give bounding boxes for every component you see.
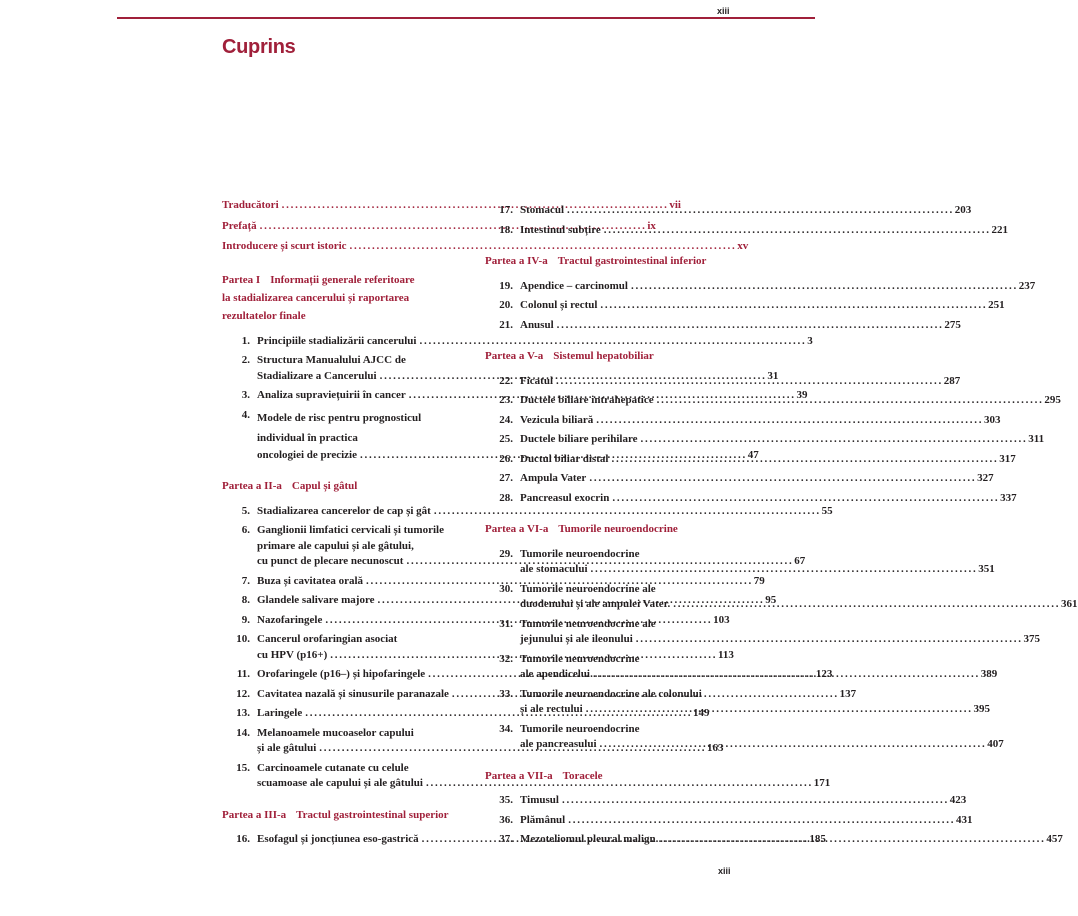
- part-prefix: Partea a IV-a: [485, 255, 548, 267]
- chapter-title-line[interactable]: [520, 562, 995, 578]
- chapter-title-line: Tumorile neuroendocrine ale: [520, 582, 656, 595]
- chapter-title-line: primare ale capului și ale gâtului,: [257, 539, 414, 552]
- chapter-title: [520, 432, 1044, 448]
- toc-entry-label: Ampula Vater: [520, 472, 587, 484]
- chapter-number: 30.: [499, 582, 513, 595]
- chapter-title-line[interactable]: [520, 702, 990, 718]
- toc-page-number: 311: [1028, 433, 1045, 445]
- toc-chapter-entry[interactable]: [485, 223, 1009, 239]
- toc-page-number: 31: [767, 369, 779, 382]
- chapter-number: 10.: [236, 633, 250, 645]
- toc-chapter-entry[interactable]: [485, 471, 994, 487]
- chapter-title-line[interactable]: [520, 452, 1016, 468]
- chapter-title-line[interactable]: [520, 632, 1040, 648]
- chapter-title-line: Modele de risc pentru prognosticul: [257, 411, 422, 424]
- toc-page-number: xv: [737, 240, 749, 252]
- toc-entry-label: Glandele salivare majore: [257, 594, 375, 606]
- chapter-number: 21.: [499, 318, 513, 331]
- toc-entry-label: duodenului și ale ampulei Vater.: [520, 598, 671, 610]
- toc-page-number: 113: [717, 648, 734, 661]
- toc-page-number: 317: [999, 452, 1016, 465]
- part-name: rezultatelor finale: [222, 309, 306, 322]
- dot-leader: [659, 832, 1044, 848]
- toc-page-number: 395: [973, 703, 990, 715]
- toc-entry-label: Laringele: [257, 707, 303, 719]
- part-heading: [485, 522, 721, 538]
- chapter-title-line: Ganglionii limfatici cervicali și tumorile: [257, 524, 444, 536]
- toc-chapter-entry[interactable]: [485, 793, 967, 809]
- toc-entry-label: Ductele biliare intrahepatice: [520, 394, 654, 406]
- chapter-title-line[interactable]: [520, 667, 997, 683]
- toc-entry-label: și ale gâtului: [257, 742, 317, 754]
- toc-chapter-entry[interactable]: [222, 334, 813, 350]
- chapter-number: 22.: [499, 374, 513, 387]
- toc-page-number: ix: [647, 219, 656, 232]
- dot-leader: [556, 374, 941, 390]
- chapter-number: 23.: [499, 394, 513, 406]
- toc-entry-label: Traducători: [222, 199, 279, 211]
- part-prefix: Partea a III-a: [222, 808, 287, 821]
- part-prefix: Partea a VII-a: [485, 769, 553, 782]
- toc-entry-label: Orofaringele (p16–) și hipofaringele: [257, 668, 426, 680]
- toc-entry-label: Esofagul și joncțiunea eso-gastrică: [257, 833, 419, 845]
- part-heading: [222, 808, 460, 824]
- toc-chapter-entry[interactable]: [485, 722, 1004, 753]
- part-heading: [485, 769, 721, 785]
- chapter-title-line[interactable]: [520, 374, 960, 390]
- toc-page-number: 149: [692, 707, 710, 719]
- chapter-title: [520, 547, 995, 578]
- toc-chapter-entry[interactable]: [485, 298, 1005, 314]
- page-number-top: xiii: [717, 6, 730, 16]
- toc-chapter-entry[interactable]: [485, 432, 1045, 448]
- chapter-title-line: Carcinoamele cutanate cu celule: [257, 761, 409, 774]
- dot-leader: [562, 793, 947, 809]
- toc-entry-label: Colonul și rectul: [520, 299, 598, 311]
- chapter-number: 32.: [499, 652, 513, 665]
- toc-page-number: 137: [839, 687, 857, 700]
- chapter-title-line[interactable]: [520, 393, 1061, 409]
- toc-entry-label: oncologiei de precizie: [257, 448, 357, 461]
- toc-entry-label: ale stomacului: [520, 563, 588, 575]
- part-name: la stadializarea cancerului și raportarea: [222, 291, 410, 304]
- dot-leader: [593, 667, 978, 683]
- chapter-number: 27.: [499, 472, 513, 484]
- toc-page-number: 287: [943, 374, 961, 387]
- chapter-title: [520, 223, 1008, 239]
- dot-leader: [600, 737, 985, 753]
- chapter-number: 26.: [499, 452, 513, 465]
- chapter-number: 8.: [241, 594, 250, 606]
- toc-front-entry[interactable]: [222, 239, 749, 255]
- chapter-title-line[interactable]: [520, 413, 1000, 429]
- part-name: Tractul gastrointestinal superior: [296, 808, 449, 821]
- chapter-title: [520, 722, 1004, 753]
- chapter-title-line[interactable]: [520, 597, 1078, 613]
- toc-page-number: vii: [669, 199, 681, 211]
- toc-page-number: 123: [815, 668, 833, 680]
- toc-entry-label: Stomacul: [520, 204, 564, 216]
- part-heading-line: [222, 307, 460, 325]
- part-prefix: Partea a V-a: [485, 350, 544, 362]
- chapter-title: [520, 652, 997, 683]
- chapter-title: [520, 582, 1078, 613]
- toc-entry-label: Anusul: [520, 318, 554, 331]
- chapter-title-line: Cancerul orofaringian asociat: [257, 633, 398, 645]
- part-prefix: Partea a VI-a: [485, 523, 549, 535]
- toc-page-number: 251: [988, 299, 1005, 311]
- chapter-number: 16.: [236, 833, 250, 845]
- toc-page-number: 185: [809, 833, 826, 845]
- toc-page-number: 3: [807, 334, 813, 347]
- chapter-number: 14.: [236, 726, 250, 739]
- chapter-title: [520, 471, 994, 487]
- chapter-title-line[interactable]: [520, 203, 971, 219]
- dot-leader: [596, 413, 981, 429]
- chapter-number: 9.: [241, 613, 250, 626]
- chapter-title: [520, 793, 966, 809]
- chapter-number: 11.: [236, 668, 250, 680]
- toc-page-number: 303: [983, 413, 1001, 426]
- dot-leader: [641, 432, 1026, 448]
- chapter-number: 18.: [499, 223, 513, 236]
- chapter-number: 15.: [236, 761, 250, 774]
- chapter-number: 17.: [499, 204, 513, 216]
- chapter-title-line[interactable]: [520, 471, 994, 487]
- chapter-number: 3.: [241, 389, 250, 401]
- part-name: Toracele: [562, 769, 603, 782]
- chapter-title-line[interactable]: [520, 318, 961, 334]
- toc-page-number: 203: [954, 204, 972, 216]
- part-prefix: Partea a II-a: [222, 480, 282, 492]
- toc-entry-label: scuamoase ale capului și ale gâtului: [257, 777, 423, 789]
- dot-leader: [568, 813, 953, 829]
- part-heading: [222, 271, 460, 325]
- toc-entry-label: Mezoteliomul pleural malign: [520, 833, 656, 845]
- part-name: Capul și gâtul: [291, 480, 358, 492]
- toc-chapter-entry[interactable]: [485, 813, 973, 829]
- chapter-number: 4.: [241, 408, 250, 421]
- toc-entry-label: Ductele biliare perihilare: [520, 433, 638, 445]
- dot-leader: [631, 279, 1016, 295]
- toc-entry-label: cu HPV (p16+): [257, 648, 328, 661]
- dot-leader: [636, 632, 1021, 648]
- part-heading: [485, 254, 721, 270]
- toc-entry-label: cu punct de plecare necunoscut: [257, 555, 404, 567]
- toc-entry-label: Apendice – carcinomul: [520, 279, 628, 292]
- dot-leader: [673, 597, 1058, 613]
- chapter-title-line: Tumorile neuroendocrine ale colonului: [520, 687, 702, 700]
- toc-page-number: 375: [1023, 633, 1041, 645]
- chapter-number: 13.: [236, 707, 250, 719]
- toc-page-number: 327: [977, 472, 994, 484]
- toc-entry-label: Plămânul: [520, 813, 566, 826]
- chapter-number: 37.: [499, 833, 513, 845]
- toc-page-number: 39: [796, 389, 808, 401]
- dot-leader: [567, 203, 952, 219]
- chapter-title-line: Tumorile neuroendocrine: [520, 547, 640, 560]
- toc-page-number: 351: [978, 563, 995, 575]
- chapter-title-line[interactable]: [520, 223, 1008, 239]
- part-name: Sistemul hepatobiliar: [553, 350, 654, 362]
- chapter-title: [520, 203, 971, 219]
- chapter-title-line: Tumorile neuroendocrine: [520, 722, 640, 735]
- chapter-number: 35.: [499, 794, 513, 806]
- chapter-number: 34.: [499, 722, 513, 735]
- part-name: Tumorile neuroendocrine: [558, 523, 678, 535]
- chapter-title-line[interactable]: [520, 813, 972, 829]
- toc-page-number: 79: [753, 574, 765, 587]
- page-number-bottom: xiii: [718, 866, 731, 876]
- chapter-title: [520, 832, 1063, 848]
- toc-page-number: 423: [949, 794, 967, 806]
- dot-leader: [589, 471, 974, 487]
- toc-entry-label: ale apendicelui: [520, 668, 590, 680]
- toc-page-number: 67: [794, 555, 806, 567]
- toc-entry-label: Ficatul: [520, 374, 553, 387]
- toc-page-number: 361: [1061, 598, 1078, 610]
- toc-entry-label: Ductul biliar distal: [520, 452, 609, 465]
- part-heading: [485, 349, 721, 365]
- toc-page-number: 47: [747, 448, 759, 461]
- part-prefix: Partea I: [222, 273, 261, 286]
- toc-entry-label: Vezicula biliară: [520, 413, 594, 426]
- chapter-title: [520, 617, 1040, 648]
- toc-entry-label: ale pancreasului: [520, 738, 597, 750]
- toc-page-number: 163: [707, 742, 724, 754]
- chapter-number: 5.: [241, 504, 250, 517]
- dot-leader: [604, 223, 989, 239]
- chapter-title-line[interactable]: [520, 832, 1063, 848]
- toc-entry-label: Cavitatea nazală și sinusurile paranazale: [257, 687, 449, 700]
- chapter-title: [520, 393, 1061, 409]
- chapter-title: [520, 374, 960, 390]
- toc-chapter-entry[interactable]: [485, 318, 961, 334]
- dot-leader: [591, 562, 976, 578]
- toc-page-number: 237: [1018, 279, 1036, 292]
- toc-chapter-entry[interactable]: [485, 413, 1001, 429]
- chapter-title: [520, 491, 1017, 507]
- toc-entry-label: Nazofaringele: [257, 613, 323, 626]
- toc-page-number: 295: [1044, 394, 1061, 406]
- part-heading-line: [222, 271, 460, 289]
- toc-page-number: 103: [713, 613, 730, 626]
- chapter-number: 7.: [241, 574, 250, 587]
- chapter-number: 24.: [499, 413, 513, 426]
- chapter-number: 25.: [499, 433, 513, 445]
- toc-chapter-entry[interactable]: [485, 203, 972, 219]
- chapter-number: 33.: [499, 687, 513, 700]
- toc-entry-label: Stadializare a Cancerului: [257, 369, 377, 382]
- toc-page-number: 275: [944, 318, 961, 331]
- chapter-title-line[interactable]: [520, 298, 1005, 314]
- chapter-number: 19.: [499, 279, 513, 292]
- chapter-title-line: Structura Manualului AJCC de: [257, 354, 406, 366]
- dot-leader: [612, 491, 997, 507]
- chapter-title-line[interactable]: [520, 279, 1035, 295]
- toc-chapter-entry[interactable]: [485, 279, 1036, 295]
- chapter-number: 28.: [499, 491, 513, 504]
- toc-entry-label: Pancreasul exocrin: [520, 491, 610, 504]
- chapter-title: [520, 452, 1016, 468]
- toc-entry-label: Introducere și scurt istoric: [222, 240, 347, 252]
- toc-page-number: 171: [813, 777, 831, 789]
- toc-page-number: 431: [955, 813, 973, 826]
- chapter-title: [520, 318, 961, 334]
- toc-chapter-entry[interactable]: [222, 504, 833, 520]
- part-name: Tractul gastrointestinal inferior: [557, 255, 707, 267]
- header-rule: [117, 17, 815, 19]
- chapter-title: [520, 687, 990, 718]
- toc-page-number: 95: [765, 594, 777, 606]
- chapter-title: [520, 298, 1005, 314]
- chapter-title-line[interactable]: [520, 737, 1004, 753]
- toc-page-number: 389: [980, 668, 998, 680]
- dot-leader: [611, 452, 996, 468]
- chapter-number: 20.: [499, 299, 513, 311]
- chapter-title-line[interactable]: [520, 432, 1044, 448]
- toc-entry-label: Analiza supraviețuirii în cancer: [257, 389, 406, 401]
- toc-entry-label: Intestinul subțire: [520, 223, 601, 236]
- toc-entry-label: Buza și cavitatea orală: [257, 574, 364, 587]
- chapter-number: 31.: [499, 617, 513, 630]
- chapter-title-line: Melanoamele mucoaselor capului: [257, 726, 414, 739]
- part-heading: [222, 479, 460, 495]
- toc-chapter-entry[interactable]: [485, 491, 1017, 507]
- toc-page-number: 337: [1000, 491, 1017, 504]
- dot-leader: [557, 318, 942, 334]
- dot-leader: [586, 702, 971, 718]
- dot-leader: [600, 298, 985, 314]
- toc-page-number: 55: [821, 504, 833, 517]
- part-name: Informații generale referitoare: [270, 273, 415, 286]
- chapter-number: 2.: [241, 354, 250, 366]
- chapter-title-line: individual în practica: [257, 431, 358, 444]
- page-title: Cuprins: [222, 36, 296, 58]
- chapter-number: 1.: [241, 334, 250, 347]
- toc-entry-label: Stadializarea cancerelor de cap și gât: [257, 504, 431, 517]
- chapter-title-line: Tumorile neuroendocrine ale: [520, 617, 656, 630]
- toc-entry-label: Timusul: [520, 794, 559, 806]
- toc-entry-label: Prefață: [222, 219, 257, 232]
- chapter-title: [520, 279, 1035, 295]
- dot-leader: [657, 393, 1042, 409]
- toc-entry-label: jejunului și ale ileonului: [520, 633, 633, 645]
- toc-page-number: 457: [1046, 833, 1063, 845]
- chapter-title-line[interactable]: [520, 491, 1017, 507]
- chapter-number: 12.: [236, 687, 250, 700]
- chapter-title: [520, 813, 972, 829]
- chapter-title-line: Tumorile neuroendocrine: [520, 652, 640, 665]
- chapter-title: [520, 413, 1000, 429]
- chapter-number: 36.: [499, 813, 513, 826]
- chapter-number: 6.: [241, 524, 250, 536]
- chapter-number: 29.: [499, 547, 513, 560]
- chapter-title-line[interactable]: [520, 793, 966, 809]
- toc-entry-label: și ale rectului: [520, 703, 583, 715]
- toc-page-number: 407: [987, 738, 1004, 750]
- part-heading-line: [222, 289, 460, 307]
- toc-entry-label: Principiile stadializării cancerului: [257, 334, 417, 347]
- toc-page-number: 221: [991, 223, 1009, 236]
